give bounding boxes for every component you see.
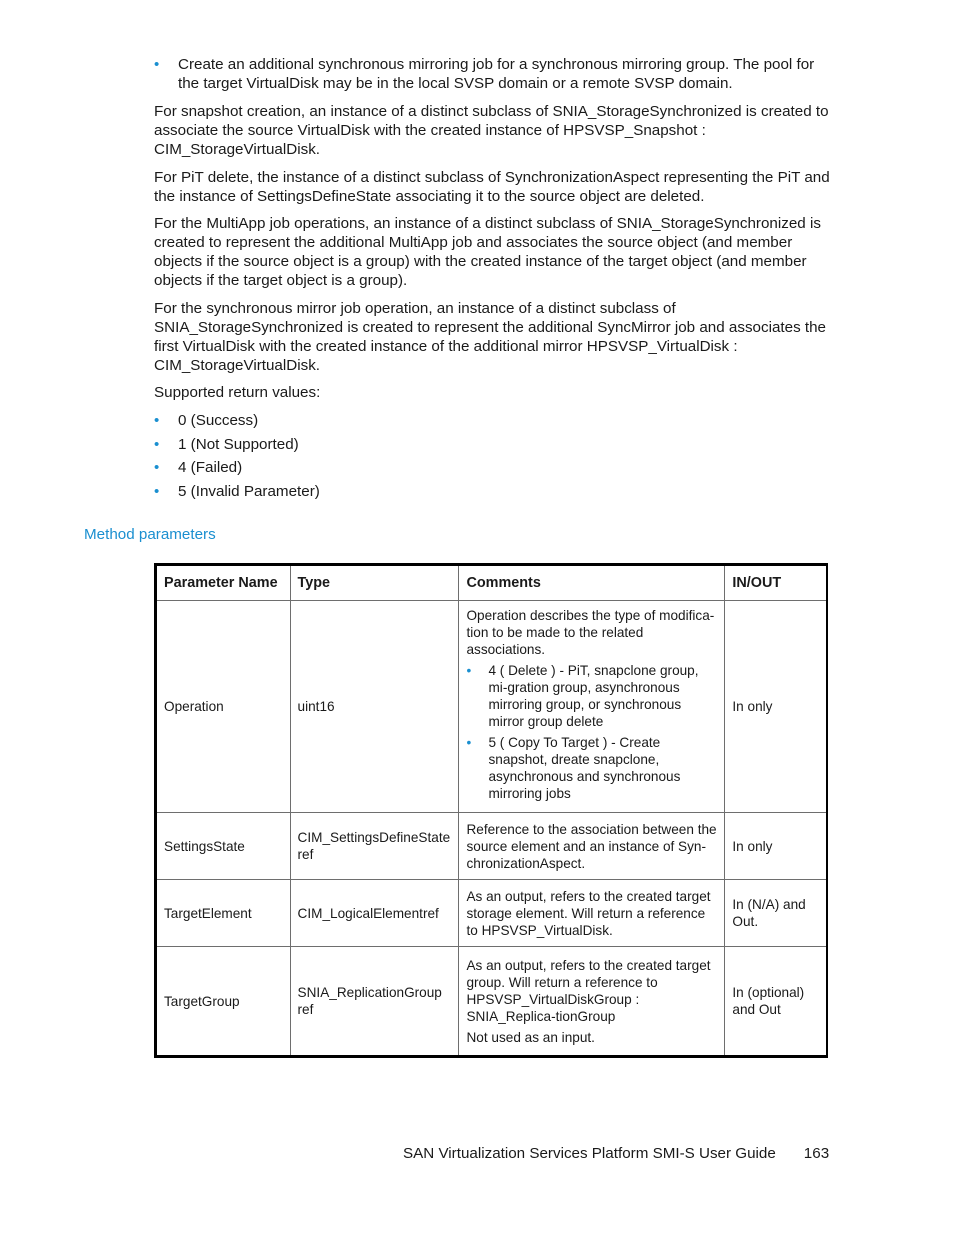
comment-note: Not used as an input. (466, 1029, 595, 1045)
method-parameters-table (154, 563, 828, 1058)
page-footer (403, 1144, 829, 1163)
page-number: 163 (803, 1145, 830, 1162)
cell-parameter-name: TargetGroup (156, 947, 291, 1057)
cell-comments (459, 601, 725, 813)
intro-bullet-list (154, 55, 830, 93)
comment-bullet: 5 ( Copy To Target ) - Create snapshot, dreate snapclone, asynchronous and synchronous mirroring jobs (488, 735, 681, 801)
return-value: 1 (Not Supported) (178, 435, 299, 453)
table-row (156, 813, 828, 880)
snapshot-paragraph: For snapshot creation, an instance of a distinct subclass of SNIA_StorageSynchronized is created to associate the source VirtualDisk with the created instance of HPSVSP_Snapshot : CIM_StorageVirtualDisk. (154, 103, 829, 158)
return-value: 5 (Invalid Parameter) (178, 482, 320, 500)
cell-comments: As an output, refers to the created target storage element. Will return a reference to HPSVSP_VirtualDisk. (459, 880, 725, 947)
list-item (466, 662, 717, 730)
comment-bullet-list (466, 662, 717, 802)
return-value: 4 (Failed) (178, 459, 243, 476)
header-in-out: IN/OUT (725, 565, 827, 601)
list-item (466, 734, 717, 802)
bullet-icon: • (154, 412, 160, 429)
cell-parameter-name: SettingsState (156, 813, 291, 880)
table-row (156, 947, 828, 1057)
bullet-icon: • (154, 459, 160, 476)
list-item (154, 435, 830, 454)
footer-title: SAN Virtualization Services Platform SMI-S User Guide (403, 1145, 776, 1162)
bullet-icon: • (466, 663, 472, 678)
return-values-label: Supported return values: (154, 384, 321, 401)
bullet-icon: • (154, 482, 160, 500)
cell-in-out: In (optional) and Out (725, 947, 827, 1057)
bullet-text: Create an additional synchronous mirroring job for a synchronous mirroring group. The pool for the target VirtualDisk may be in the local SVSP domain or a remote SVSP domain. (178, 56, 815, 92)
header-parameter-name: Parameter Name (156, 565, 291, 601)
list-item (154, 482, 830, 501)
pit-delete-paragraph: For PiT delete, the instance of a distinct subclass of SynchronizationAspect representing the PiT and the instance of SettingsDefineState associating it to the source object are deleted. (154, 169, 830, 205)
bullet-icon: • (154, 56, 160, 73)
cell-in-out: In (N/A) and Out. (725, 880, 827, 947)
multiapp-paragraph: For the MultiApp job operations, an instance of a distinct subclass of SNIA_StorageSynchronized is created to represent the additional MultiApp job and associates the source object (and member objects if the source object is a group) with the created instance of the target object (and member objects if the target object is a group). (154, 215, 821, 289)
list-item (154, 55, 830, 93)
header-comments: Comments (459, 565, 725, 601)
section-heading: Method parameters (84, 526, 216, 543)
cell-in-out: In only (725, 813, 827, 880)
list-item (154, 411, 830, 430)
cell-type: SNIA_ReplicationGroup ref (290, 947, 459, 1057)
cell-comments (459, 947, 725, 1057)
header-type: Type (290, 565, 459, 601)
sync-mirror-paragraph: For the synchronous mirror job operation, an instance of a distinct subclass of SNIA_StorageSynchronized is created to represent the additional SyncMirror job and associates the first VirtualDisk with the created instance of the additional mirror HPSVSP_VirtualDisk : CIM_StorageVirtualDisk. (154, 300, 826, 374)
table-row (156, 880, 828, 947)
cell-type: CIM_SettingsDefineState ref (290, 813, 459, 880)
bullet-icon: • (154, 435, 160, 453)
list-item (154, 458, 830, 477)
comment-bullet: 4 ( Delete ) - PiT, snapclone group, mi-gration group, asynchronous mirroring group, or synchronous mirror group delete (488, 663, 699, 729)
return-values-list (154, 411, 830, 505)
table-header-row (156, 565, 828, 601)
comment-text: Operation describes the type of modifica-tion to be made to the related associations. (466, 608, 715, 657)
return-value: 0 (Success) (178, 412, 259, 429)
cell-comments: Reference to the association between the source element and an instance of Syn-chronizationAspect. (459, 813, 725, 880)
cell-parameter-name: TargetElement (156, 880, 291, 947)
cell-in-out: In only (725, 601, 827, 813)
cell-parameter-name: Operation (156, 601, 291, 813)
cell-type: CIM_LogicalElementref (290, 880, 459, 947)
comment-text: As an output, refers to the created target group. Will return a reference to HPSVSP_VirtualDiskGroup : SNIA_Replica-tionGroup (466, 957, 711, 1024)
table-row (156, 601, 828, 813)
cell-type: uint16 (290, 601, 459, 813)
bullet-icon: • (466, 735, 472, 750)
